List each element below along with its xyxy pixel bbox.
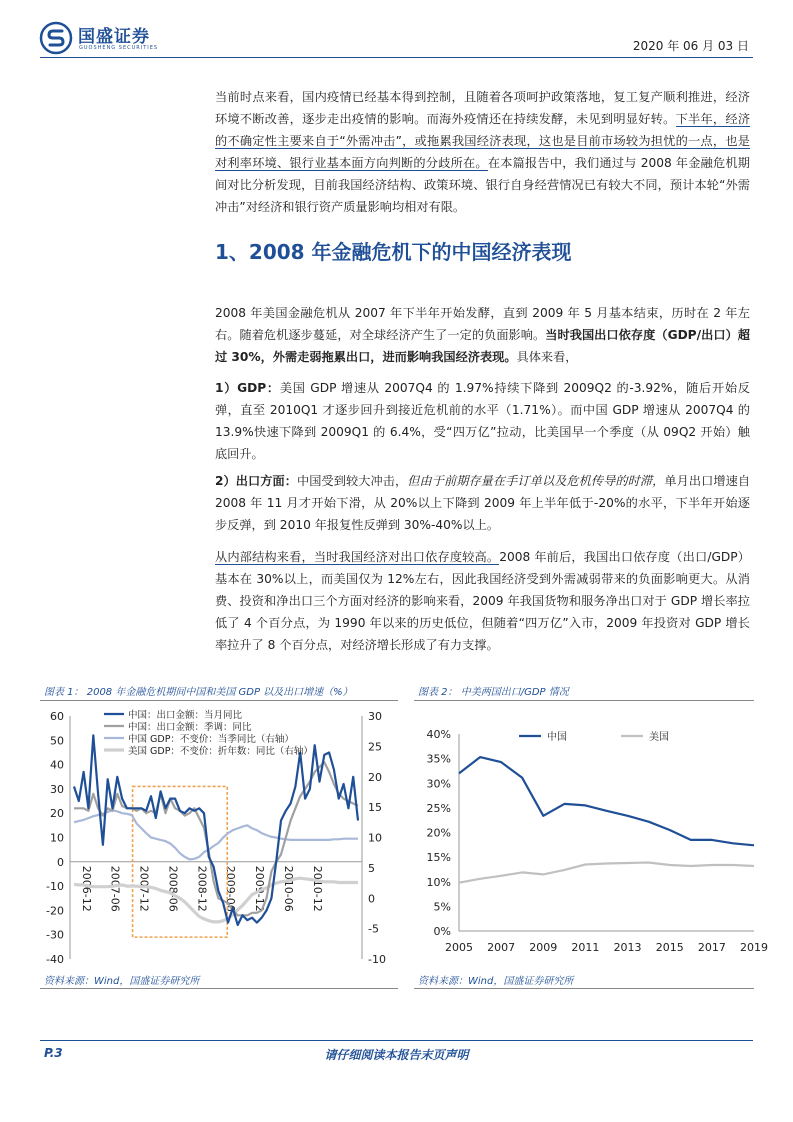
y-tick-label: 15%: [426, 851, 451, 865]
p1-text-2: 具体来看，: [516, 350, 578, 364]
intro-text: 当前时点来看，国内疫情已经基本得到控制，且随着各项呵护政策落地，复工复产顺利推进，经济环境不断改善，逐步走出疫情的影响。而海外疫情还在持续发酵，未见到明显好转。: [215, 90, 750, 126]
left-y-tick-label: 10: [50, 831, 64, 845]
left-y-tick-label: 30: [50, 782, 64, 796]
right-y-tick-label: 20: [368, 770, 382, 784]
right-y-tick-label: 0: [368, 892, 375, 906]
export-italic-text: 但由于前期存量在手订单以及危机传导的时滞，: [407, 474, 665, 488]
legend-label: 美国: [649, 732, 669, 743]
figure-1-source-rule: [40, 988, 398, 989]
legend-label: 中国 GDP：不变价：当季同比（右轴）: [128, 734, 294, 745]
x-tick-label: 2009-06: [224, 865, 238, 912]
intro-paragraph: [215, 86, 750, 218]
gdp-label: 1）GDP：: [215, 381, 280, 395]
legend-label: 中国：出口金额：当月同比: [128, 710, 243, 721]
x-tick-label: 2015: [655, 941, 684, 954]
x-tick-label: 2009: [529, 941, 558, 954]
paragraph-gdp: [215, 377, 750, 465]
x-tick-label: 2007-12: [137, 865, 151, 912]
page-number: P.3: [44, 1046, 63, 1060]
x-tick-label: 2008-12: [195, 865, 209, 912]
logo-mark-icon: [40, 22, 72, 54]
left-y-tick-label: 40: [50, 758, 64, 772]
y-tick-label: 25%: [426, 801, 451, 815]
paragraph-structure: [215, 546, 750, 656]
y-tick-label: 20%: [426, 826, 451, 840]
right-y-tick-label: -5: [368, 922, 379, 936]
x-tick-label: 2010-12: [310, 865, 324, 912]
export-text: 中国受到较大冲击，: [297, 474, 408, 488]
intro-underlined-text: 下半年，经济的不确定性主要来自于“外需冲击”，或拖累我国经济表现，这也是目前市场较为担忧的一点，也是对利率环境、银行业基本面方向判断的分歧所在。: [215, 112, 751, 170]
y-tick-label: 40%: [426, 728, 451, 741]
figure-1-caption: 图表 1： 2008 年金融危机期间中国和美国 GDP 以及出口增速（%）: [44, 687, 353, 698]
export-text-2: 单月出口增速自 2008 年 11 月才开始下滑，从 20%以上下降到 2009 年上半年低于-20%的水平，下半年开始逐步反弹，到 2010 年报复性反弹到 30%-40%以上。: [215, 474, 751, 532]
left-y-tick-label: -20: [46, 904, 64, 918]
legend-label: 中国：出口金额：季调：同比: [128, 722, 252, 733]
y-tick-label: 35%: [426, 752, 451, 766]
footer-disclaimer: 请仔细阅读本报告末页声明: [324, 1048, 469, 1062]
y-tick-label: 0%: [433, 925, 451, 938]
chart-gdp-export-growth: [40, 704, 400, 970]
right-y-tick-label: 30: [368, 710, 382, 723]
x-tick-label: 2006-12: [79, 865, 93, 912]
y-tick-label: 30%: [426, 777, 451, 791]
right-y-tick-label: 10: [368, 831, 382, 845]
report-date: 2020 年 06 月 03 日: [632, 39, 749, 53]
left-y-tick-label: 60: [50, 710, 64, 723]
right-y-tick-label: 15: [368, 801, 382, 815]
legend-label: 美国 GDP：不变价：折年数：同比（右轴）: [128, 746, 313, 757]
structure-text: 2008 年前后，我国出口依存度（出口/GDP）基本在 30%以上，而美国仅为 12%左右，因此我国经济受到外需减弱带来的负面影响更大。从消费、投资和净出口三个方面对经济的影响来看，2009 年我国货物和服务净出口对于 GDP 增长率拉低了 4 个百分点，为 1990 年以来的历史低位，但随着“四万亿”入市，2009 年投资对 GDP 增长率拉升了 8 个百分点，对经济增长形成了有力支撑。: [215, 550, 750, 652]
left-y-tick-label: -30: [46, 928, 64, 942]
chart-export-to-gdp: [414, 704, 768, 970]
header-rule: [40, 57, 753, 58]
figure-2-caption: 图表 2： 中美两国出口/GDP 情况: [418, 687, 569, 698]
section-heading: 1、2008 年金融危机下的中国经济表现: [215, 240, 572, 264]
y-tick-label: 10%: [426, 875, 451, 889]
left-y-tick-label: -40: [46, 953, 64, 966]
paragraph-1: [215, 302, 750, 368]
right-y-tick-label: 25: [368, 740, 382, 754]
series-line-中国: [459, 757, 754, 845]
x-tick-label: 2008-06: [166, 865, 180, 912]
x-tick-label: 2007-06: [108, 865, 122, 912]
x-tick-label: 2007: [487, 941, 516, 954]
x-tick-label: 2013: [613, 941, 642, 954]
p1-text: 2008 年美国金融危机从 2007 年下半年开始发酵，直到 2009 年 5 月基本结束，历时在 2 年左右。随着危机逐步蔓延，对全球经济产生了一定的负面影响。: [215, 306, 750, 342]
company-logo: [40, 20, 180, 60]
intro-text-2: 在本篇报告中，我们通过与 2008 年金融危机期间对比分析发现，目前我国经济结构、政策环境、银行自身经营情况已有较大不同，预计本轮“外需冲击”对经济和银行资产质量影响均相对有限。: [215, 156, 750, 214]
y-tick-label: 5%: [433, 900, 451, 914]
figure-1-caption-rule: [40, 700, 398, 701]
x-tick-label: 2011: [571, 941, 600, 954]
figure-2-caption-rule: [414, 700, 754, 701]
paragraph-export: [215, 470, 750, 536]
left-y-tick-label: 20: [50, 807, 64, 821]
brand-name-en: GUOSHENG SECURITIES: [79, 45, 159, 51]
p1-bold-text: 当时我国出口依存度（GDP/出口）超过 30%，外需走弱拖累出口，进而影响我国经济表现。: [215, 328, 750, 364]
x-tick-label: 2009-12: [253, 865, 267, 912]
figure-2-source: 资料来源：Wind，国盛证券研究所: [418, 976, 574, 987]
brand-name-cn: 国盛证券: [78, 27, 150, 47]
legend-label: 中国: [547, 732, 567, 743]
left-y-tick-label: 50: [50, 734, 64, 748]
export-label: 2）出口方面：: [215, 474, 298, 488]
right-y-tick-label: -10: [368, 953, 386, 966]
x-tick-label: 2010-06: [281, 865, 295, 912]
x-tick-label: 2017: [697, 941, 726, 954]
figure-2-source-rule: [414, 988, 754, 989]
x-tick-label: 2005: [445, 941, 473, 954]
series-line-2: [74, 810, 358, 859]
figure-1-source: 资料来源：Wind，国盛证券研究所: [44, 976, 200, 987]
footer-rule: [40, 1040, 753, 1041]
x-tick-label: 2019: [740, 941, 768, 954]
left-y-tick-label: 0: [57, 855, 64, 869]
gdp-text: 美国 GDP 增速从 2007Q4 的 1.97%持续下降到 2009Q2 的-3.92%，随后开始反弹，直至 2010Q1 才逐步回升到接近危机前的水平（1.71%）。而中国 GDP 增速从 2007Q4 的 13.9%快速下降到 2009Q1 的 6.4%，受“四万亿”拉动，比美国早一个季度（从 09Q2 开始）触底回升。: [215, 381, 750, 461]
right-y-tick-label: 5: [368, 861, 375, 875]
series-line-美国: [459, 863, 754, 883]
left-y-tick-label: -10: [46, 880, 64, 894]
structure-underlined-text: 从内部结构来看，当时我国经济对出口依存度较高。: [215, 550, 500, 564]
